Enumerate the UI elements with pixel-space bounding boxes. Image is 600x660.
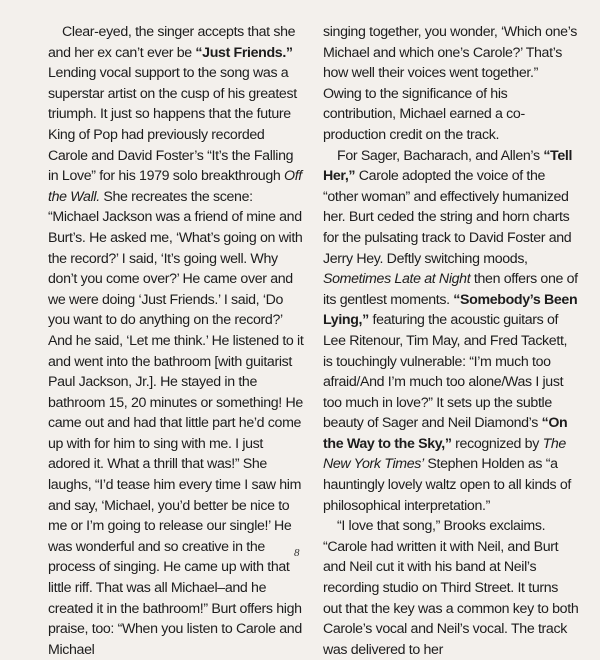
paragraph-text: She recreates the scene: “Michael Jackson was a friend of mine and Burt’s. He asked me, ‘What’s going on with the record?’ I said, ‘It’s going well. Why don’t you come over?’ He came over and we were doing ‘Just Friends.’ I said, ‘Do you want to do anything on the record?’ And he said, ‘Let me think.’ He listened to it and went into the bathroom [with guitarist Paul Jackson, Jr.]. He stayed in the bathroom 15, 20 minutes or something! He came out and had that little part he’d come up with for him to sing with me. I just adored it. What a thrill that was!” She laughs, “I’d tease him every time I saw him and say, ‘Michael, you’d better be nice to me or I’m going to release our single!’ He was wonderful and so creative in the process of singing. He came up with that little riff. That was all Michael–and he created it in the bathroom!” Burt offers high praise, too: “When you listen to Carole and Michael [48, 188, 304, 658]
song-title: “Just Friends.” [195, 44, 293, 61]
paragraph-text: then offers one of its gentlest moments. [323, 271, 578, 308]
paragraph [323, 146, 579, 517]
paragraph-text: Lending vocal support to the song was a superstar artist on the cusp of his greatest triumph. It just so happens that the future King of Pop had previously recorded Carole and David Foster’s “It’s the Falling in Love” for his 1979 solo breakthrough [48, 65, 297, 185]
paragraph-text: “I love that song,” Brooks exclaims. “Carole had written it with Neil, and Burt and Neil cut it with his band at Neil’s recording studio on Third Street. It turns out that the key was a common key to both Carole’s vocal and Neil’s vocal. The track was delivered to her [323, 518, 579, 658]
paragraph [323, 516, 579, 660]
album-title: Sometimes Late at Night [323, 271, 471, 288]
paragraph-text: Carole adopted the voice of the “other woman” and effectively humanized her. Burt ceded the string and horn charts for the pulsating track to David Foster and Jerry Hey. Deftly switching moods, [323, 168, 572, 267]
paragraph-text: featuring the acoustic guitars of Lee Ritenour, Tim May, and Fred Tackett, is touchingly vulnerable: “I’m much too afraid/And I’m much too alone/Was I just too much in love?” It sets up the subtle beauty of Sager and Neil Diamond’s [323, 312, 568, 432]
paragraph-text: For Sager, Bacharach, and Allen’s [337, 147, 544, 164]
paragraph [48, 22, 304, 660]
album-title: Off the Wall. [48, 168, 302, 205]
paragraph-text: singing together, you wonder, ‘Which one’s Michael and which one’s Carole?’ That’s how well their voices went together.” Owing to the significance of his contribution, Michael earned a co-production credit on the track. [323, 24, 577, 143]
paragraph-text: Stephen Holden as “a hauntingly lovely waltz open to all kinds of philosophical interpretation.” [323, 456, 572, 514]
publication-title: The New York Times’ [323, 435, 566, 473]
page-number: 8 [294, 547, 300, 559]
left-column [48, 22, 304, 660]
song-title: “Somebody’s Been Lying,” [323, 291, 578, 329]
paragraph [323, 22, 579, 146]
paragraph-text: recognized by [451, 435, 543, 452]
song-title: “Tell Her,” [323, 147, 573, 185]
paragraph-text: Clear-eyed, the singer accepts that she and her ex can’t ever be [48, 24, 296, 61]
song-title: “On the Way to the Sky,” [323, 415, 568, 452]
right-column [323, 22, 579, 660]
